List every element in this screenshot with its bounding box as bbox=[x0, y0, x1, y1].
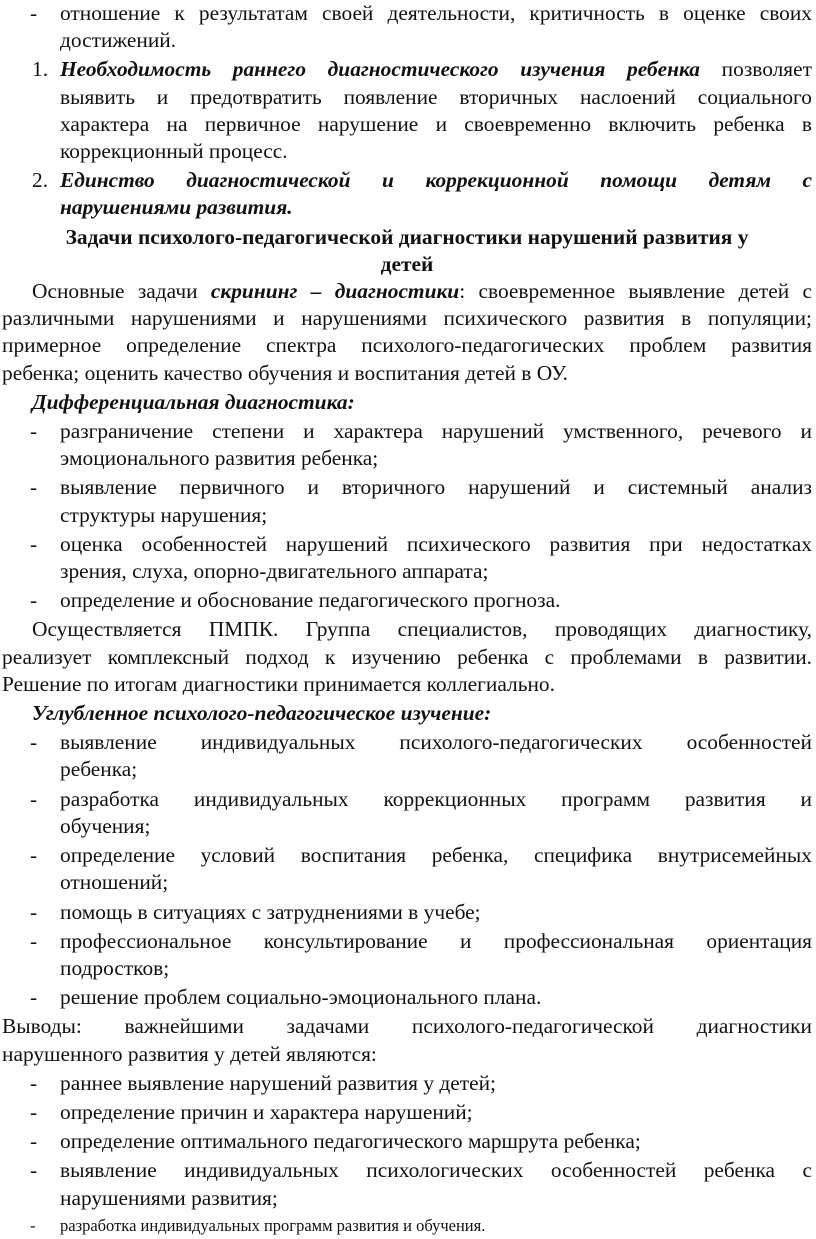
list-marker: - bbox=[30, 899, 38, 924]
screening-term: скрининг – диагностики bbox=[210, 279, 460, 304]
list-marker: - bbox=[30, 588, 38, 613]
differential-list bbox=[2, 418, 812, 614]
list-marker: - bbox=[30, 1, 38, 25]
indepth-item bbox=[2, 842, 812, 896]
conclusions-item bbox=[2, 1157, 812, 1211]
differential-item-line: структуры нарушения; bbox=[60, 502, 268, 527]
screening-line-4: ребенка; оценить качество обучения и воспитания детей в ОУ. bbox=[2, 360, 568, 385]
screening-prefix: Основные задачи bbox=[32, 279, 211, 304]
list-marker: - bbox=[30, 419, 38, 444]
indepth-item bbox=[2, 928, 812, 982]
indepth-item-line: отношений; bbox=[60, 870, 169, 895]
numbered-item-2 bbox=[2, 167, 812, 221]
numbered-item-1-line-1 bbox=[60, 56, 812, 83]
pmpk-line-2: реализует комплексный подход к изучению ребенка с проблемами в развитии. bbox=[2, 644, 812, 669]
section-heading-line-2: детей bbox=[380, 251, 434, 276]
indepth-item-line: профессиональное консультирование и профессиональная ориентация bbox=[60, 928, 812, 953]
pmpk-line-3: Решение по итогам диагностики принимается коллегиально. bbox=[2, 671, 555, 696]
indepth-item bbox=[2, 729, 812, 783]
intro-line-2: достижений. bbox=[60, 28, 177, 53]
differential-item-line: определение и обоснование педагогического прогноза. bbox=[60, 588, 561, 613]
screening-line-1 bbox=[2, 278, 812, 305]
screening-line-3: примерное определение спектра психолого-педагогических проблем развития bbox=[2, 333, 812, 358]
differential-item-line: выявление первичного и вторичного нарушений и системный анализ bbox=[60, 475, 812, 500]
conclusions-item-line: нарушениями развития; bbox=[60, 1185, 278, 1210]
differential-item bbox=[2, 418, 812, 472]
list-marker: - bbox=[30, 531, 38, 556]
conclusions-last-item-text: разработка индивидуальных программ развития и обучения. bbox=[60, 1215, 486, 1235]
numbered-item-1-line-3: характера на первичное нарушение и своевременно включить ребенка в bbox=[60, 111, 812, 136]
indepth-item-line: обучения; bbox=[60, 813, 151, 838]
screening-suffix: : своевременное выявление детей с bbox=[459, 279, 812, 304]
conclusions-list bbox=[2, 1070, 812, 1212]
conclusions-line-2: нарушенного развития у детей являются: bbox=[2, 1041, 377, 1066]
intro-list-item bbox=[2, 0, 812, 54]
list-marker: - bbox=[30, 928, 38, 953]
indepth-list bbox=[2, 729, 812, 1011]
indepth-title: Углубленное психолого-педагогическое изучение: bbox=[32, 701, 492, 726]
number-marker: 2. bbox=[32, 168, 49, 193]
conclusions-item bbox=[2, 1070, 812, 1097]
pmpk-paragraph bbox=[2, 616, 812, 698]
numbered-item-1-rest: позволяет bbox=[700, 57, 812, 82]
list-marker: - bbox=[30, 1070, 38, 1095]
indepth-item-line: выявление индивидуальных психолого-педагогических особенностей bbox=[60, 730, 812, 755]
conclusions-item-line: раннее выявление нарушений развития у детей; bbox=[60, 1070, 496, 1095]
differential-title: Дифференциальная диагностика: bbox=[32, 389, 355, 414]
numbered-item-1-line-4: коррекционный процесс. bbox=[60, 139, 288, 164]
list-marker: - bbox=[30, 843, 38, 868]
indepth-item bbox=[2, 786, 812, 840]
numbered-item-1-emphasis: Необходимость раннего диагностического изучения ребенка bbox=[60, 57, 701, 82]
differential-item-line: эмоционального развития ребенка; bbox=[60, 446, 379, 471]
differential-item-line: зрения, слуха, опорно-двигательного аппарата; bbox=[60, 559, 489, 584]
conclusions-line-1: Выводы: важнейшими задачами психолого-педагогической диагностики bbox=[2, 1014, 812, 1039]
screening-paragraph bbox=[2, 278, 812, 387]
indepth-item-line: подростков; bbox=[60, 955, 170, 980]
number-marker: 1. bbox=[32, 57, 49, 82]
indepth-item-line: ребенка; bbox=[60, 757, 138, 782]
numbered-item-1-line-2: выявить и предотвратить появление вторичных наслоений социального bbox=[60, 84, 812, 109]
list-marker: - bbox=[30, 786, 38, 811]
differential-item bbox=[2, 474, 812, 528]
list-marker: - bbox=[30, 1215, 36, 1235]
numbered-item-2-line-2: нарушениями развития. bbox=[60, 195, 293, 220]
section-heading-line-1: Задачи психолого-педагогической диагностики нарушений развития у bbox=[65, 224, 749, 249]
section-heading bbox=[2, 224, 812, 278]
conclusions-item-line: определение оптимального педагогического маршрута ребенка; bbox=[60, 1129, 641, 1154]
indepth-item bbox=[2, 899, 812, 926]
indepth-item-line: помощь в ситуациях с затруднениями в учебе; bbox=[60, 899, 481, 924]
list-marker: - bbox=[30, 985, 38, 1010]
pmpk-line-1: Осуществляется ПМПК. Группа специалистов, проводящих диагностику, bbox=[32, 617, 812, 642]
intro-line-1: отношение к результатам своей деятельности, критичность в оценке своих bbox=[60, 1, 812, 25]
differential-item bbox=[2, 587, 812, 614]
screening-line-2: различными нарушениями и нарушениями психического развития в популяции; bbox=[2, 306, 812, 331]
list-marker: - bbox=[30, 730, 38, 755]
list-marker: - bbox=[30, 1099, 38, 1124]
differential-item-line: оценка особенностей нарушений психического развития при недостатках bbox=[60, 531, 812, 556]
conclusions-last-item bbox=[2, 1212, 812, 1239]
conclusions-item-line: определение причин и характера нарушений; bbox=[60, 1099, 473, 1124]
conclusions-item bbox=[2, 1128, 812, 1155]
numbered-item-1 bbox=[2, 56, 812, 165]
differential-item-line: разграничение степени и характера нарушений умственного, речевого и bbox=[60, 419, 812, 444]
numbered-item-2-line-1: Единство диагностической и коррекционной помощи детям с bbox=[60, 168, 812, 193]
conclusions-item-line: выявление индивидуальных психологических особенностей ребенка с bbox=[60, 1158, 812, 1183]
conclusions-paragraph bbox=[2, 1013, 812, 1067]
list-marker: - bbox=[30, 1129, 38, 1154]
indepth-item-line: определение условий воспитания ребенка, специфика внутрисемейных bbox=[60, 843, 812, 868]
list-marker: - bbox=[30, 1158, 38, 1183]
indepth-item-line: разработка индивидуальных коррекционных программ развития и bbox=[60, 786, 812, 811]
differential-item bbox=[2, 531, 812, 585]
indepth-item bbox=[2, 984, 812, 1011]
conclusions-item bbox=[2, 1099, 812, 1126]
list-marker: - bbox=[30, 475, 38, 500]
indepth-item-line: решение проблем социально-эмоционального плана. bbox=[60, 985, 542, 1010]
